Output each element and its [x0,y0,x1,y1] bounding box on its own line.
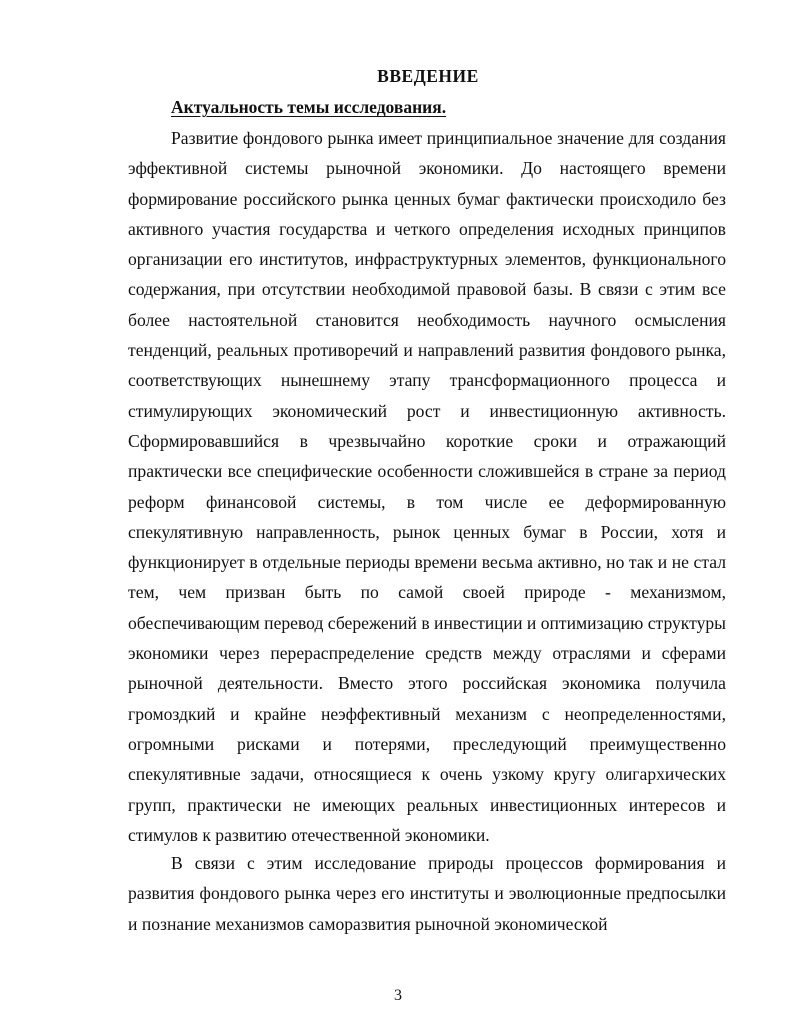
body-paragraph-1: Развитие фондового рынка имеет принципиальное значение для создания эффективной системы рыночной экономики. До настоящего времени формирование российского рынка ценных бумаг фактически происходило без активного участия государства и четкого определения исходных принципов организации его институтов, инфраструктурных элементов, функционального содержания, при отсутствии необходимой правовой базы. В связи с этим все более настоятельной становится необходимость научного осмысления тенденций, реальных противоречий и направлений развития фондового рынка, соответствующих нынешнему этапу трансформационного процесса и стимулирующих экономический рост и инвестиционную активность. Сформировавшийся в чрезвычайно короткие сроки и отражающий практически все специфические особенности сложившейся в стране за период реформ финансовой системы, в том числе ее деформированную спекулятивную направленность, рынок ценных бумаг в России, хотя и функционирует в отдельные периоды времени весьма активно, но так и не стал тем, чем призван быть по самой своей природе - механизмом, обеспечивающим перевод сбережений в инвестиции и оптимизацию структуры экономики через перераспределение средств между отраслями и сферами рыночной деятельности. Вместо этого российская экономика получила громоздкий и крайне неэффективный механизм с неопределенностями, огромными рисками и потерями, преследующий преимущественно спекулятивные задачи, относящиеся к очень узкому кругу олигархических групп, практически не имеющих реальных инвестиционных интересов и стимулов к развитию отечественной экономики. [128,128,726,845]
page-number: 3 [394,987,402,1004]
section-subheading: Актуальность темы исследования. [171,97,447,117]
page-title: ВВЕДЕНИЕ [377,66,479,86]
body-paragraph-2: В связи с этим исследование природы процессов формирования и развития фондового рынка через его институты и эволюционные предпосылки и познание механизмов саморазвития рыночной экономической [128,853,726,934]
